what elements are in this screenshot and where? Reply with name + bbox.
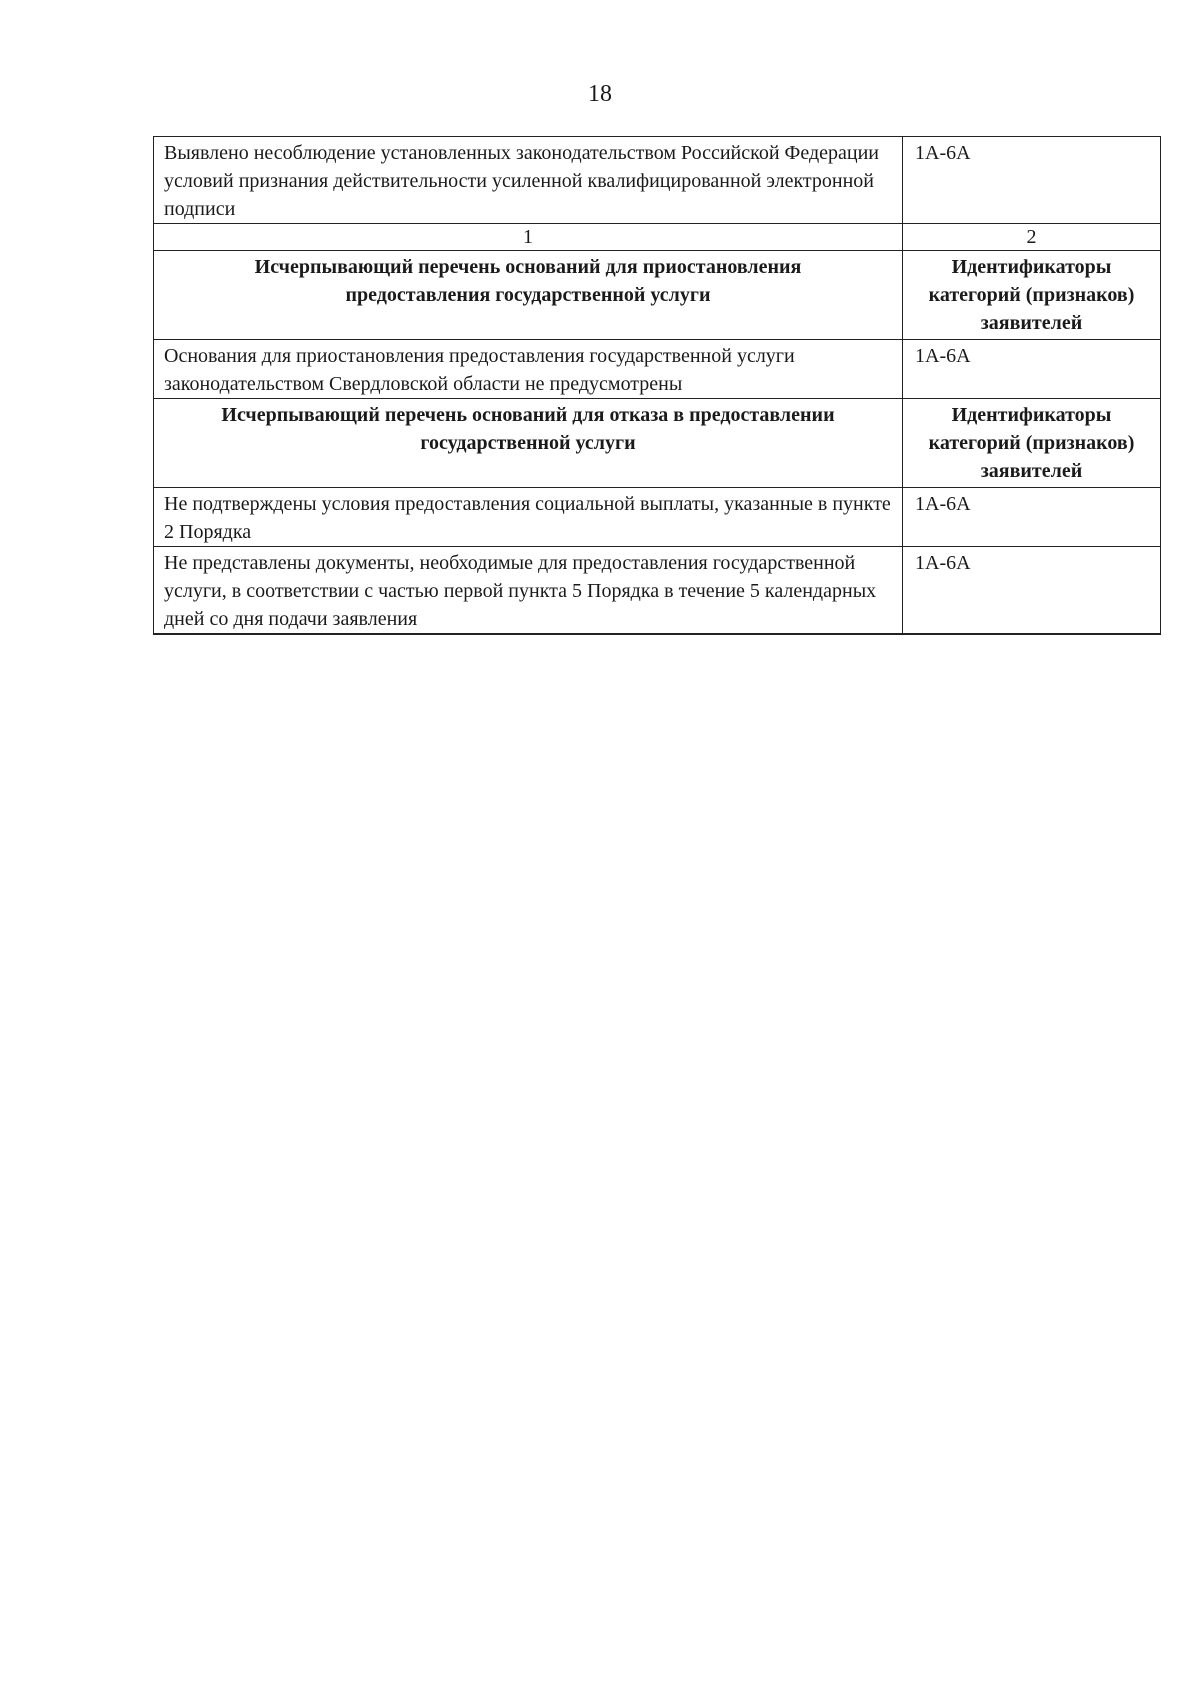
ground-text-cell: Не представлены документы, необходимые для предоставления государственной услуги, в соответствии с частью первой пункта 5 Порядка в течение 5 календарных дней со дня подачи заявления: [154, 547, 903, 635]
id-heading-suspend: Идентификаторы категорий (признаков) заявителей: [903, 251, 1161, 340]
table-row: [154, 547, 1161, 635]
column-number-1: 1: [154, 224, 903, 251]
page-number: 18: [588, 81, 612, 107]
column-number-2: 2: [903, 224, 1161, 251]
applicant-id-cell: 1А-6А: [903, 547, 1161, 635]
column-number-row: [154, 224, 1161, 251]
section-heading-refuse: Исчерпывающий перечень оснований для отказа в предоставлении государственной услуги: [154, 399, 903, 488]
section-heading-suspend: Исчерпывающий перечень оснований для приостановления предоставления государственной услуги: [154, 251, 903, 340]
applicant-id-cell: 1А-6А: [903, 488, 1161, 547]
table-row: [154, 488, 1161, 547]
id-heading-refuse: Идентификаторы категорий (признаков) заявителей: [903, 399, 1161, 488]
ground-text-cell: Не подтверждены условия предоставления социальной выплаты, указанные в пункте 2 Порядка: [154, 488, 903, 547]
applicant-id-cell: 1А-6А: [903, 137, 1161, 224]
applicant-id-cell: 1А-6А: [903, 340, 1161, 399]
table-row: [154, 137, 1161, 224]
ground-text-cell: Выявлено несоблюдение установленных законодательством Российской Федерации условий признания действительности усиленной квалифицированной электронной подписи: [154, 137, 903, 224]
ground-text-cell: Основания для приостановления предоставления государственной услуги законодательством Свердловской области не предусмотрены: [154, 340, 903, 399]
section-header-refuse: [154, 399, 1161, 488]
section-header-suspend: [154, 251, 1161, 340]
table-row: [154, 340, 1161, 399]
grounds-table: [153, 136, 1161, 635]
